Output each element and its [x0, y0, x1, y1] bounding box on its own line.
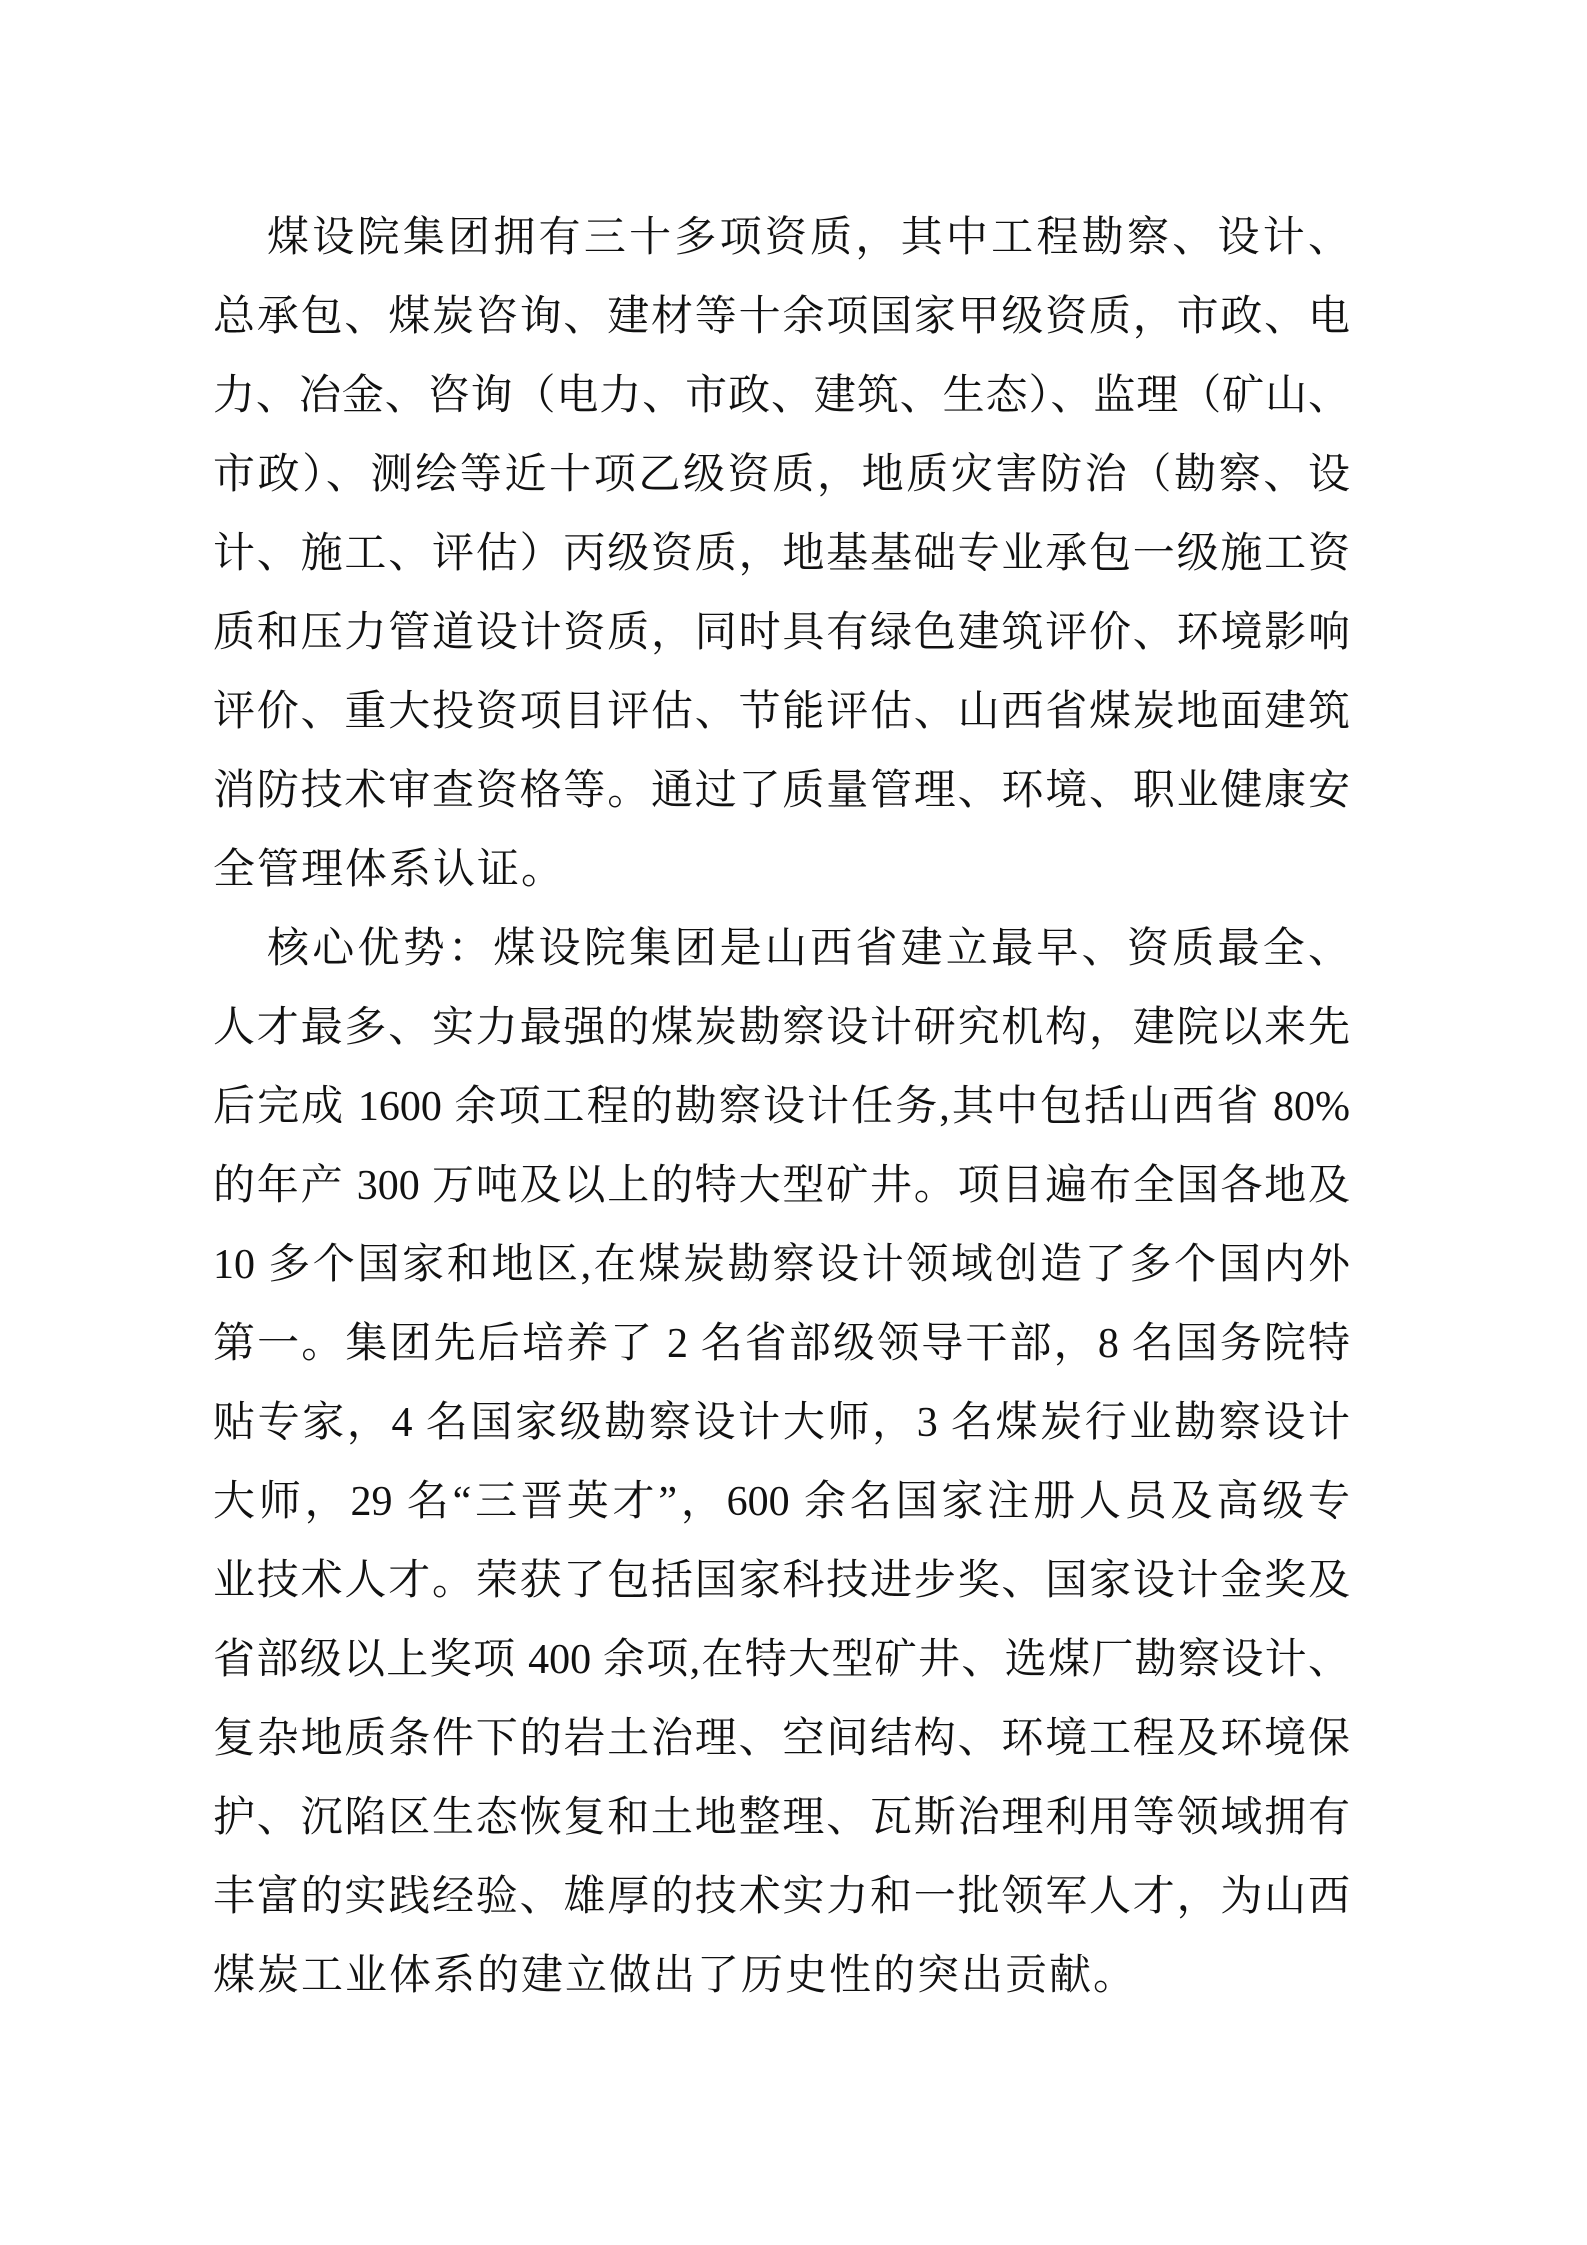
text-line: 后完成 1600 余项工程的勘察设计任务,其中包括山西省 80% [213, 1084, 1350, 1130]
text-line: 丰富的实践经验、雄厚的技术实力和一批领军人才，为山西 [213, 1874, 1350, 1920]
document-body [213, 199, 1350, 2016]
text-line: 全管理体系认证。 [213, 847, 566, 893]
text-line: 大师，29 名“三晋英才”，600 余名国家注册人员及高级专 [213, 1479, 1350, 1525]
text-line: 护、沉陷区生态恢复和土地整理、瓦斯治理利用等领域拥有 [213, 1795, 1350, 1841]
text-line: 核心优势：煤设院集团是山西省建立最早、资质最全、 [267, 926, 1350, 972]
text-line: 的年产 300 万吨及以上的特大型矿井。项目遍布全国各地及 [213, 1163, 1350, 1209]
text-line: 人才最多、实力最强的煤炭勘察设计研究机构，建院以来先 [213, 1005, 1350, 1051]
text-line: 省部级以上奖项 400 余项,在特大型矿井、选煤厂勘察设计、 [213, 1637, 1350, 1683]
text-line: 消防技术审查资格等。通过了质量管理、环境、职业健康安 [213, 768, 1350, 814]
text-line: 煤设院集团拥有三十多项资质，其中工程勘察、设计、 [267, 215, 1350, 261]
text-line: 第一。集团先后培养了 2 名省部级领导干部，8 名国务院特 [213, 1321, 1350, 1367]
text-line: 总承包、煤炭咨询、建材等十余项国家甲级资质，市政、电 [213, 294, 1350, 340]
paragraph [213, 910, 1350, 2016]
text-line: 力、冶金、咨询（电力、市政、建筑、生态）、监理（矿山、 [213, 373, 1350, 419]
text-line: 贴专家，4 名国家级勘察设计大师，3 名煤炭行业勘察设计 [213, 1400, 1350, 1446]
text-line: 煤炭工业体系的建立做出了历史性的突出贡献。 [213, 1953, 1138, 1999]
text-line: 市政）、测绘等近十项乙级资质，地质灾害防治（勘察、设 [213, 452, 1350, 498]
text-line: 10 多个国家和地区,在煤炭勘察设计领域创造了多个国内外 [213, 1242, 1350, 1288]
paragraph [213, 199, 1350, 910]
text-line: 复杂地质条件下的岩土治理、空间结构、环境工程及环境保 [213, 1716, 1350, 1762]
text-line: 业技术人才。荣获了包括国家科技进步奖、国家设计金奖及 [213, 1558, 1350, 1604]
text-line: 质和压力管道设计资质，同时具有绿色建筑评价、环境影响 [213, 610, 1350, 656]
text-line: 评价、重大投资项目评估、节能评估、山西省煤炭地面建筑 [213, 689, 1350, 735]
text-line: 计、施工、评估）丙级资质，地基基础专业承包一级施工资 [213, 531, 1350, 577]
